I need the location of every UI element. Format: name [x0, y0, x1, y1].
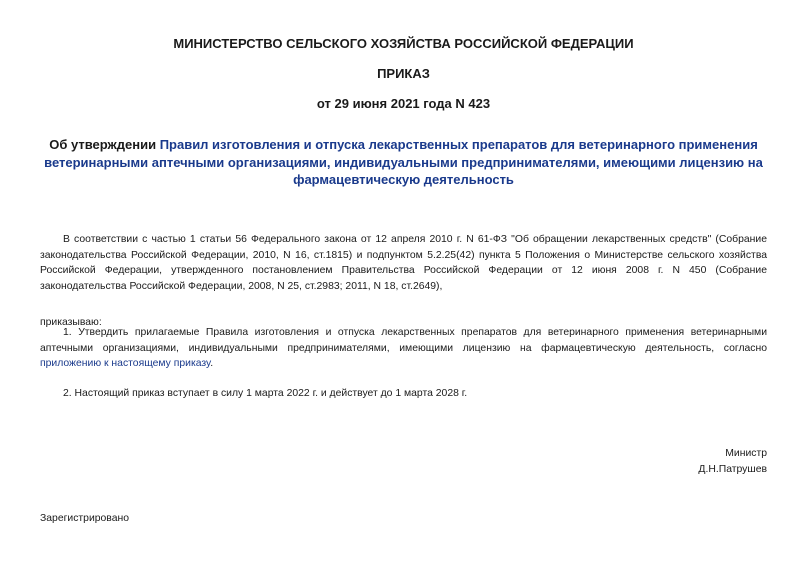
prikazyvayu-text: приказываю: [40, 317, 102, 328]
ministry-heading: МИНИСТЕРСТВО СЕЛЬСКОГО ХОЗЯЙСТВА РОССИЙСКОЙ ФЕДЕРАЦИИ [173, 36, 634, 51]
registered-note: Зарегистрировано [40, 513, 130, 524]
signatory-role: Министр [725, 448, 767, 459]
preamble-paragraph: В соответствии с частью 1 статьи 56 Федерального закона от 12 апреля 2010 г. N 61-ФЗ "Об обращении лекарственных средств" (Собрание законодательства Российской Федерации, 2010, N 16, ст.1815) и подпунктом 5.2.25(42) пункта 5 Положения о Министерстве сельского хозяйства Российской Федерации, утвержденного постановлением Правительства Российской Федерации от 12 июня 2008 г. N 450 (Собрание законодательства Российской Федерации, 2008, N 25, ст.2983; 2011, N 18, ст.2649), [40, 234, 767, 292]
appendix-link[interactable]: приложению к настоящему приказу [40, 358, 211, 370]
signatory-name: Д.Н.Патрушев [698, 464, 767, 475]
order-date-heading: от 29 июня 2021 года N 423 [316, 96, 491, 111]
title-rules-link[interactable]: Правил изготовления и отпуска лекарственных препаратов для ветеринарного применения ветеринарными аптечными организациями, индивидуальными предпринимателями, имеющими лицензию на фармацевтическую деятельность [44, 137, 763, 187]
order-item-1 [40, 325, 767, 372]
order-kind-heading: ПРИКАЗ [377, 66, 430, 81]
document-title [40, 136, 767, 189]
order-item-1-text: 1. Утвердить прилагаемые Правила изготовления и отпуска лекарственных препаратов для ветеринарного применения ветеринарными аптечными организациями, индивидуальными предпринимателями, имеющими лицензию на фармацевтическую деятельность, согласно [40, 327, 767, 354]
title-prefix: Об утверждении [49, 137, 160, 152]
order-item-1-end: . [210, 358, 214, 370]
order-item-2: 2. Настоящий приказ вступает в силу 1 марта 2022 г. и действует до 1 марта 2028 г. [63, 388, 468, 399]
